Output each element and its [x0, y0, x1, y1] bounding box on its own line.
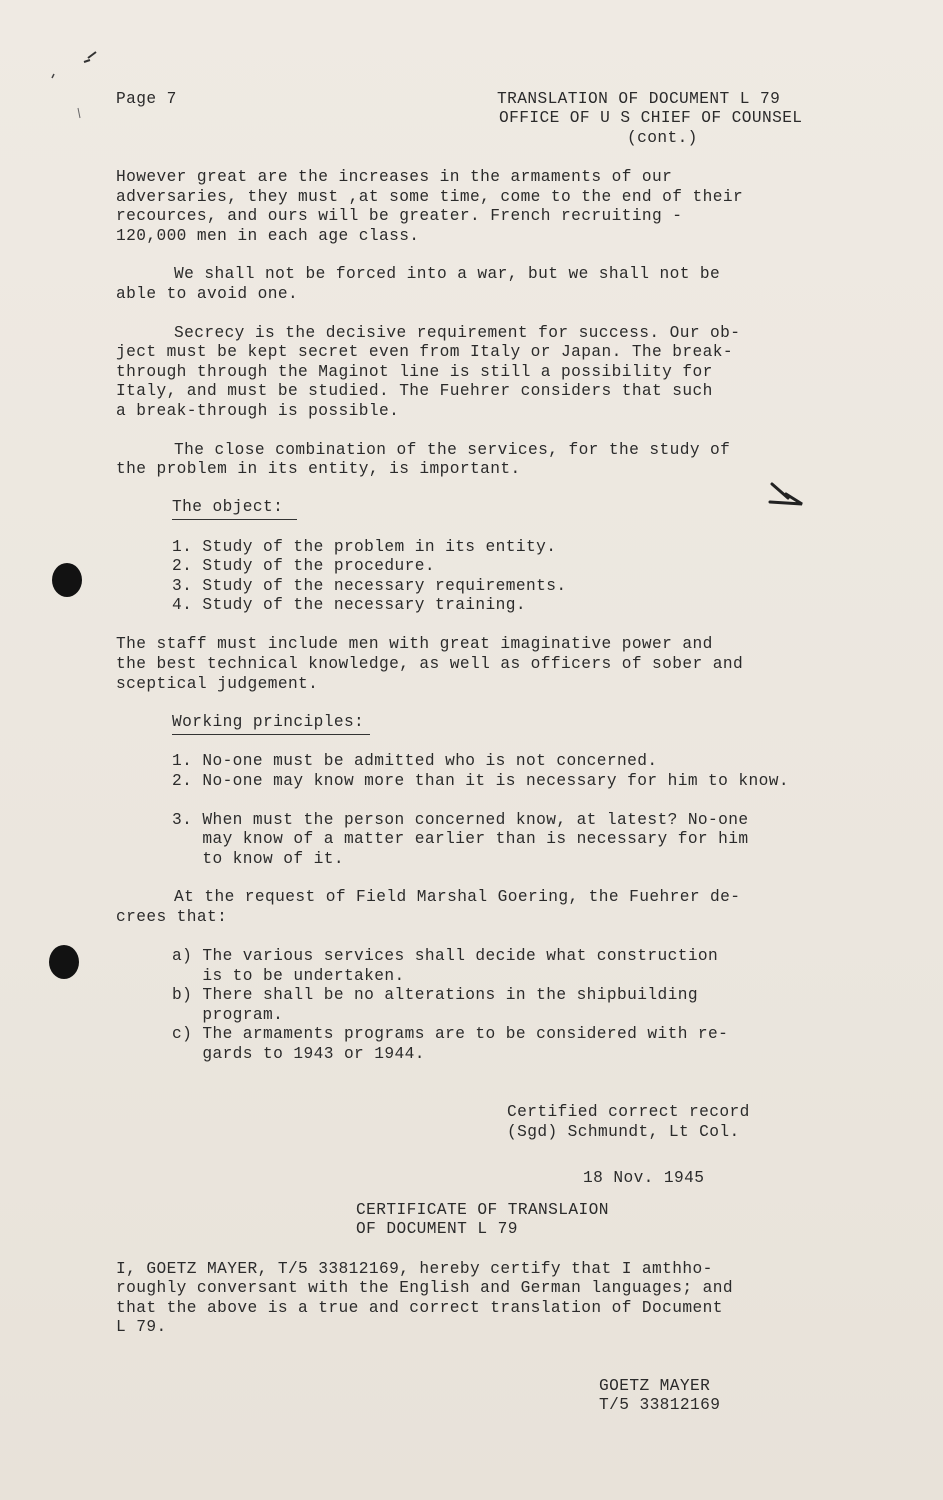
text-line: through through the Maginot line is still a possibility for	[116, 363, 713, 381]
list-item: 3. Study of the necessary requirements.	[172, 577, 567, 595]
pencil-mark-icon	[40, 40, 120, 140]
list-item: 2. Study of the procedure.	[172, 557, 435, 575]
text-line: the best technical knowledge, as well as officers of sober and	[116, 655, 744, 673]
text-line: Secrecy is the decisive requirement for success. Our ob-	[174, 324, 741, 342]
text-line: The staff must include men with great imaginative power and	[116, 635, 713, 653]
text-line: crees that:	[116, 908, 228, 926]
list-item: 1. No-one must be admitted who is not concerned.	[172, 752, 658, 770]
text-line: a break-through is possible.	[116, 402, 400, 420]
text-line: GOETZ MAYER	[599, 1377, 711, 1395]
document-title-line-2: OFFICE OF U S CHIEF OF COUNSEL	[499, 109, 803, 127]
list-item: gards to 1943 or 1944.	[172, 1045, 425, 1063]
text-line: ject must be kept secret even from Italy or Japan. The break-	[116, 343, 733, 361]
list-item: 1. Study of the problem in its entity.	[172, 538, 557, 556]
list-item: to know of it.	[172, 850, 344, 868]
text-line: OF DOCUMENT L 79	[356, 1220, 518, 1238]
text-line: The close combination of the services, for the study of	[174, 441, 731, 459]
record-date: 18 Nov. 1945	[583, 1169, 705, 1187]
list-item: b) There shall be no alterations in the shipbuilding	[172, 986, 698, 1004]
text-line: I, GOETZ MAYER, T/5 33812169, hereby certify that I amthho-	[116, 1260, 713, 1278]
punch-hole	[49, 945, 79, 979]
list-item: c) The armaments programs are to be considered with re-	[172, 1025, 729, 1043]
text-line: CERTIFICATE OF TRANSLAION	[356, 1201, 609, 1219]
text-line: adversaries, they must ,at some time, come to the end of their	[116, 188, 744, 206]
text-line: (Sgd) Schmundt, Lt Col.	[507, 1123, 740, 1141]
checkmark-icon	[764, 480, 808, 512]
text-line: T/5 33812169	[599, 1396, 721, 1414]
punch-hole	[52, 563, 82, 597]
text-line: the problem in its entity, is important.	[116, 460, 521, 478]
list-item: a) The various services shall decide what construction	[172, 947, 719, 965]
working-principles-heading: Working principles:	[172, 713, 370, 735]
document-title-line-1: TRANSLATION OF DOCUMENT L 79	[497, 90, 781, 108]
text-line: Certified correct record	[507, 1103, 750, 1121]
list-item: program.	[172, 1006, 284, 1024]
page-number: Page 7	[116, 90, 177, 108]
list-item: is to be undertaken.	[172, 967, 405, 985]
text-line: that the above is a true and correct translation of Document	[116, 1299, 723, 1317]
text-line: able to avoid one.	[116, 285, 299, 303]
text-line: 120,000 men in each age class.	[116, 227, 420, 245]
list-item: 4. Study of the necessary training.	[172, 596, 526, 614]
object-heading: The object:	[172, 498, 297, 520]
text-line: sceptical judgement.	[116, 675, 319, 693]
text-line: However great are the increases in the armaments of our	[116, 168, 673, 186]
text-line: We shall not be forced into a war, but we shall not be	[174, 265, 721, 283]
text-line: roughly conversant with the English and German languages; and	[116, 1279, 733, 1297]
text-line: At the request of Field Marshal Goering, the Fuehrer de-	[174, 888, 741, 906]
list-item: 3. When must the person concerned know, at latest? No-one	[172, 811, 749, 829]
list-item: may know of a matter earlier than is necessary for him	[172, 830, 749, 848]
list-item: 2. No-one may know more than it is necessary for him to know.	[172, 772, 789, 790]
text-line: recources, and ours will be greater. French recruiting -	[116, 207, 683, 225]
text-line: Italy, and must be studied. The Fuehrer considers that such	[116, 382, 713, 400]
text-line: L 79.	[116, 1318, 167, 1336]
document-title-line-3: (cont.)	[627, 129, 698, 147]
